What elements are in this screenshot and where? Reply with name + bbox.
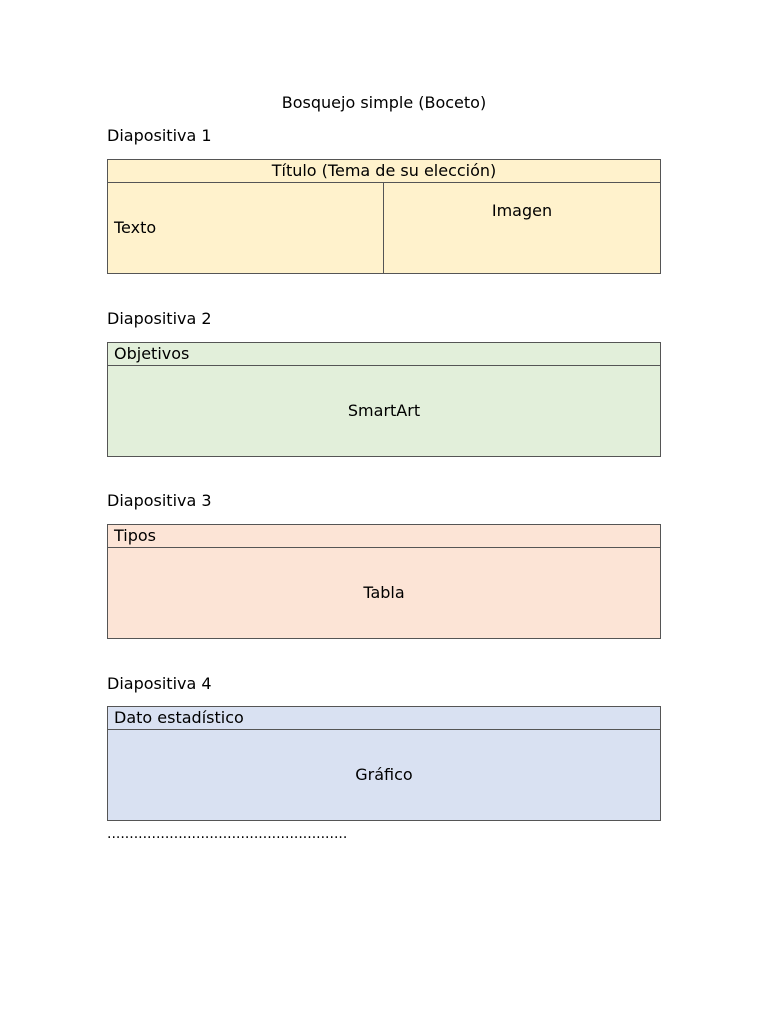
slide-1-label: Diapositiva 1 — [107, 126, 212, 145]
slide-1-body — [108, 183, 660, 273]
slide-2-label: Diapositiva 2 — [107, 309, 212, 328]
slide-4-header: Dato estadístico — [108, 707, 660, 730]
slide-4-box — [107, 706, 661, 821]
slide-1-box — [107, 159, 661, 274]
trailing-dotted-line: ...................................................... — [107, 826, 348, 842]
slide-3-body — [108, 548, 660, 638]
slide-2-box — [107, 342, 661, 457]
slide-4-body — [108, 730, 660, 820]
slide-2-body — [108, 366, 660, 456]
document-title: Bosquejo simple (Boceto) — [281, 93, 487, 112]
slide-4-label: Diapositiva 4 — [107, 674, 212, 693]
slide-1-text-cell — [108, 183, 384, 273]
slide-1-header: Título (Tema de su elección) — [108, 160, 660, 183]
slide-2-smartart-placeholder: SmartArt — [347, 401, 421, 420]
slide-1-text-placeholder: Texto — [114, 218, 157, 237]
slide-3-table-placeholder: Tabla — [363, 583, 405, 602]
slide-1-image-cell — [384, 183, 660, 273]
slide-4-chart-placeholder: Gráfico — [355, 765, 413, 784]
slide-3-label: Diapositiva 3 — [107, 491, 212, 510]
slide-2-header: Objetivos — [108, 343, 660, 366]
slide-3-header: Tipos — [108, 525, 660, 548]
slide-1-image-placeholder: Imagen — [491, 201, 553, 220]
slide-3-box — [107, 524, 661, 639]
